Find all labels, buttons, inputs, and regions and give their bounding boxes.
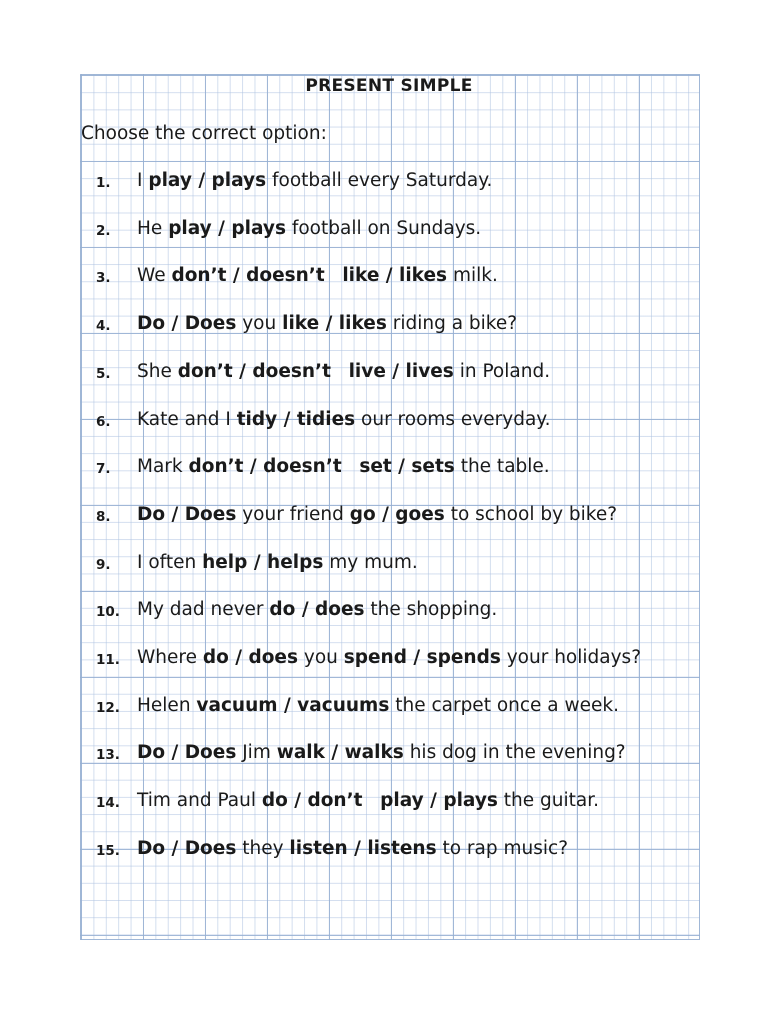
sentence-text: the shopping. (364, 599, 498, 621)
answer-options: play / plays (168, 217, 286, 239)
exercise-sentence (137, 409, 550, 430)
answer-options: do / does (269, 599, 365, 621)
answer-options: spend / spends (343, 647, 501, 668)
exercise-number: 7. (96, 461, 111, 478)
answer-options: tidy / tidies (236, 408, 356, 430)
sentence-text: My dad never (137, 599, 270, 621)
answer-options: help / helps (202, 551, 324, 573)
sentence-text: to school by bike? (444, 503, 618, 525)
sentence-text: milk. (447, 265, 498, 287)
answer-options: walk / walks (276, 742, 404, 764)
exercise-number: 2. (96, 222, 111, 239)
exercise-sentence (137, 742, 626, 763)
exercise-sentence (137, 504, 617, 525)
exercise-number: 3. (96, 270, 111, 287)
sentence-text: his dog in the evening? (403, 742, 626, 764)
sentence-text: the guitar. (497, 790, 600, 812)
exercise-sentence (137, 361, 550, 382)
sentence-text: We (137, 265, 172, 287)
exercise-sentence (137, 838, 568, 859)
exercise-sentence (137, 695, 619, 716)
sentence-text: you (297, 647, 344, 668)
answer-options: set / sets (359, 456, 455, 478)
sentence-text (331, 361, 349, 382)
exercise-sentence (137, 265, 498, 286)
sentence-text (362, 790, 380, 811)
exercise-number: 8. (96, 508, 111, 525)
sentence-text: the carpet once a week. (389, 694, 620, 716)
answer-options: Do / Does (137, 313, 237, 335)
exercise-number: 12. (96, 699, 120, 716)
exercise-number: 6. (96, 413, 111, 430)
sentence-text: He (137, 217, 169, 239)
sentence-text: She (137, 360, 178, 382)
exercise-sentence (137, 647, 641, 668)
instruction-text: Choose the correct option: (81, 123, 327, 144)
sentence-text: Kate and I (137, 408, 237, 430)
sentence-text: Mark (137, 456, 189, 478)
exercise-number: 1. (96, 175, 111, 191)
answer-options: play / plays (148, 170, 267, 191)
sentence-text: you (236, 313, 283, 335)
sentence-text (325, 265, 343, 286)
answer-options: play / plays (380, 790, 498, 812)
sentence-text: my mum. (323, 551, 418, 573)
sentence-text: football on Sundays. (285, 217, 482, 239)
sentence-text: in Poland. (453, 360, 551, 382)
exercise-number: 5. (96, 365, 111, 382)
sentence-text: our rooms everyday. (355, 408, 551, 430)
answer-options: vacuum / vacuums (196, 694, 390, 716)
sentence-text: Helen (137, 694, 197, 716)
answer-options: don’t / doesn’t (171, 265, 325, 287)
answer-options: like / likes (282, 313, 387, 335)
exercise-number: 11. (96, 652, 120, 668)
exercise-sentence (137, 790, 599, 811)
sentence-text: they (236, 837, 290, 859)
answer-options: don’t / doesn’t (188, 456, 342, 478)
answer-options: don’t / doesn’t (177, 360, 331, 382)
exercise-number: 9. (96, 556, 111, 573)
exercise-sentence (137, 313, 517, 334)
answer-options: live / lives (348, 360, 454, 382)
sentence-text: your holidays? (500, 647, 642, 668)
exercise-number: 15. (96, 842, 120, 859)
answer-options: like / likes (342, 265, 448, 287)
exercise-sentence (137, 218, 481, 239)
exercise-number: 10. (96, 604, 120, 621)
answer-options: do / does (202, 647, 298, 668)
sentence-text: the table. (454, 456, 550, 478)
sentence-text: Tim and Paul (137, 790, 262, 812)
answer-options: go / goes (349, 503, 445, 525)
exercise-sentence (137, 599, 497, 620)
sentence-text: your friend (236, 503, 350, 525)
exercise-number: 13. (96, 747, 120, 764)
exercise-sentence (137, 170, 492, 191)
sentence-text: I often (137, 551, 203, 573)
exercise-sentence (137, 456, 550, 477)
answer-options: do / don’t (261, 790, 363, 812)
sentence-text: Where (137, 647, 203, 668)
answer-options: Do / Does (137, 837, 237, 859)
sentence-text: I (137, 170, 149, 191)
sentence-text: to rap music? (436, 837, 569, 859)
answer-options: listen / listens (289, 837, 437, 859)
answer-options: Do / Does (137, 503, 237, 525)
worksheet-title: PRESENT SIMPLE (305, 76, 473, 96)
sentence-text: Jim (236, 742, 277, 764)
sentence-text: football every Saturday. (266, 170, 493, 191)
answer-options: Do / Does (137, 742, 237, 764)
exercise-number: 4. (96, 318, 111, 335)
sentence-text (342, 456, 360, 477)
exercise-sentence (137, 552, 418, 573)
exercise-number: 14. (96, 795, 120, 812)
sentence-text: riding a bike? (386, 313, 518, 335)
